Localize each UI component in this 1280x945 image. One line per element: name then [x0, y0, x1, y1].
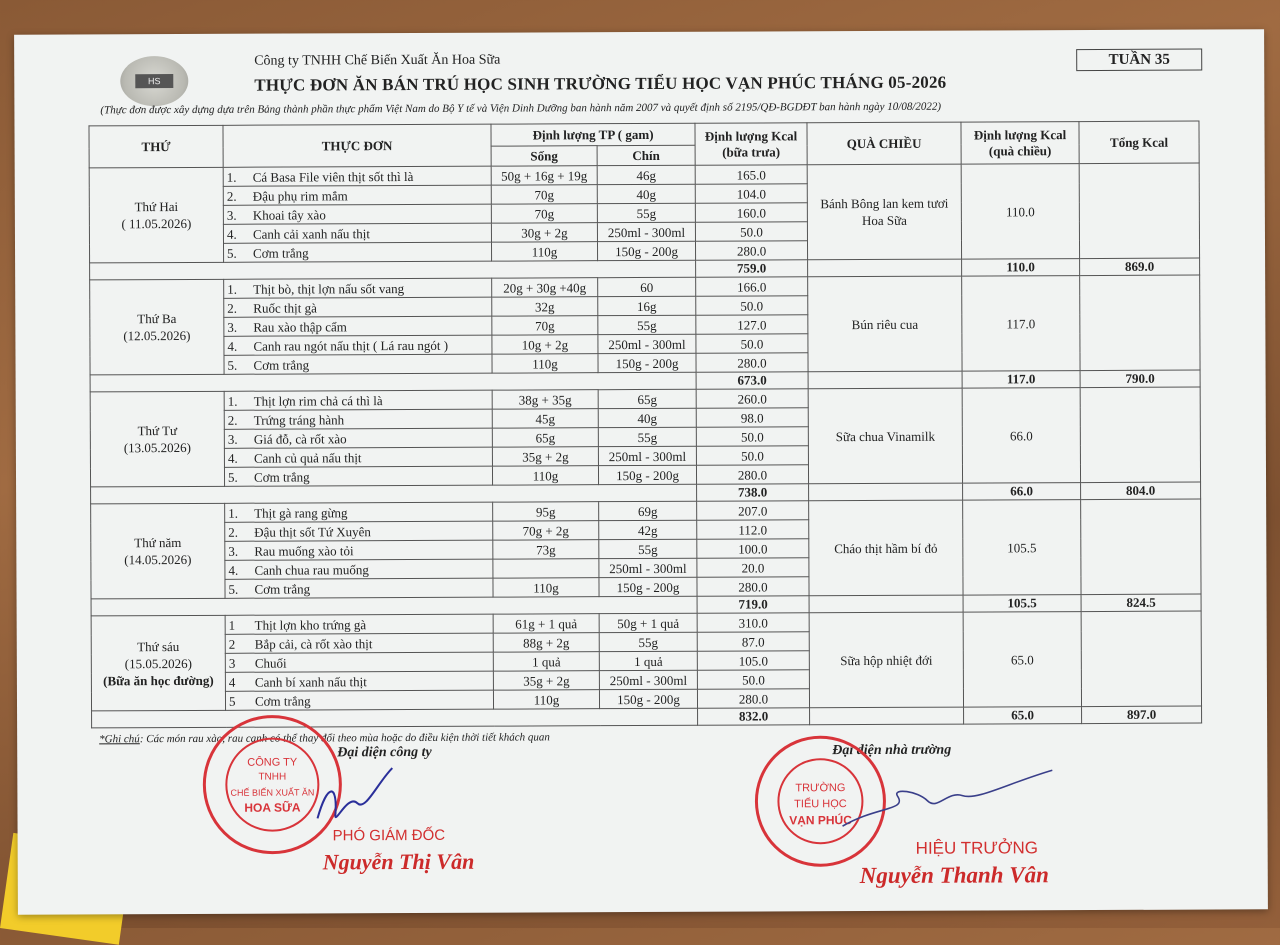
grand-total: 804.0	[1081, 482, 1201, 500]
day-cell	[91, 615, 225, 711]
cooked-amount: 40g	[597, 184, 695, 203]
dish-cell: 3. Rau muống xào tỏi	[225, 540, 493, 560]
raw-amount: 110g	[493, 690, 599, 709]
lunch-kcal: 280.0	[697, 577, 809, 596]
lunch-kcal: 165.0	[695, 165, 807, 184]
menu-row	[91, 499, 1201, 523]
dish-cell: 3. Rau xào thập cẩm	[224, 316, 492, 336]
grand-total: 897.0	[1082, 706, 1202, 724]
dish-cell: 5 Cơm trắng	[225, 690, 493, 710]
header-menu: THỰC ĐƠN	[223, 124, 491, 167]
lunch-total: 759.0	[696, 260, 808, 277]
menu-table	[88, 121, 1202, 729]
school-stamp-line-2: TIỂU HỌC	[794, 798, 847, 811]
snack-kcal: 117.0	[962, 276, 1080, 372]
dish-cell: 1. Thịt gà rang gừng	[225, 502, 493, 522]
menu-row	[89, 163, 1199, 187]
company-stamp-line-3: CHẾ BIẾN XUẤT ĂN	[230, 787, 315, 798]
dish-cell: 3. Giá đỗ, cà rốt xào	[224, 428, 492, 448]
lunch-kcal: 280.0	[696, 241, 808, 260]
raw-amount: 32g	[492, 297, 598, 316]
grand-total: 790.0	[1080, 370, 1200, 388]
school-signer: Nguyễn Thanh Vân	[859, 862, 1049, 889]
raw-amount: 70g + 2g	[493, 521, 599, 540]
lunch-kcal: 50.0	[696, 446, 808, 465]
raw-amount: 35g + 2g	[492, 447, 598, 466]
dish-cell: 4. Canh chua rau muống	[225, 559, 493, 579]
raw-amount: 1 quả	[493, 652, 599, 671]
dish-cell: 4. Canh củ quả nấu thịt	[224, 447, 492, 467]
menu-row	[90, 387, 1200, 411]
dish-cell: 5. Cơm trắng	[224, 466, 492, 486]
lunch-kcal: 50.0	[696, 334, 808, 353]
lunch-total: 738.0	[697, 484, 809, 501]
dish-cell: 2. Trứng tráng hành	[224, 409, 492, 429]
cooked-amount: 250ml - 300ml	[598, 446, 696, 465]
header-total: Tổng Kcal	[1079, 121, 1199, 164]
raw-amount: 50g + 16g + 19g	[491, 166, 597, 185]
school-stamp-line-1: TRƯỜNG	[795, 782, 846, 795]
dish-cell: 2. Đậu phụ rim mắm	[223, 185, 491, 205]
cooked-amount: 55g	[598, 427, 696, 446]
school-representative-label: Đại diện nhà trường	[832, 742, 952, 759]
total-blank	[1079, 163, 1199, 259]
snack-cell: Sữa hộp nhiệt đới	[809, 612, 963, 708]
raw-amount: 110g	[493, 578, 599, 597]
dish-cell: 4 Canh bí xanh nấu thịt	[225, 671, 493, 691]
raw-amount: 88g + 2g	[493, 633, 599, 652]
header-snack: QUÀ CHIỀU	[807, 122, 961, 165]
company-signer: Nguyễn Thị Vân	[322, 848, 475, 875]
lunch-kcal: 112.0	[697, 520, 809, 539]
dish-cell: 4. Canh rau ngót nấu thịt ( Lá rau ngót )	[224, 335, 492, 355]
raw-amount: 110g	[492, 466, 598, 485]
day-name: Thứ Ba	[137, 311, 177, 327]
menu-row	[91, 611, 1201, 635]
snack-kcal: 66.0	[962, 388, 1080, 484]
raw-amount: 65g	[492, 428, 598, 447]
footnote: *Ghi chú: Các món rau xào, rau canh có thể thay đổi theo mùa hoặc do điều kiện thời tiết khách quan	[99, 731, 550, 746]
day-cell	[90, 279, 224, 375]
header-cooked: Chín	[597, 145, 695, 165]
cooked-amount: 150g - 200g	[598, 465, 696, 484]
snack-total-blank	[808, 259, 962, 277]
snack-cell: Bánh Bông lan kem tươi Hoa Sữa	[807, 164, 961, 260]
total-spacer	[92, 708, 698, 728]
snack-cell: Bún riêu cua	[808, 276, 962, 372]
cooked-amount: 150g - 200g	[599, 577, 697, 596]
day-name: Thứ Hai	[134, 199, 179, 215]
header-amount: Định lượng TP ( gam)	[491, 123, 695, 146]
total-blank	[1080, 275, 1200, 371]
snack-total: 66.0	[963, 483, 1081, 501]
lunch-kcal: 50.0	[695, 222, 807, 241]
cooked-amount: 1 quả	[599, 651, 697, 670]
lunch-kcal: 280.0	[696, 353, 808, 372]
company-stamp-line-1: CÔNG TY	[247, 756, 298, 769]
snack-cell: Sữa chua Vinamilk	[808, 388, 962, 484]
lunch-kcal: 104.0	[695, 184, 807, 203]
lunch-kcal: 100.0	[697, 539, 809, 558]
snack-total-blank	[809, 483, 963, 501]
cooked-amount: 65g	[598, 389, 696, 408]
dish-cell: 2. Đậu thịt sốt Tứ Xuyên	[225, 521, 493, 541]
total-blank	[1080, 387, 1200, 483]
raw-amount: 70g	[492, 316, 598, 335]
snack-kcal: 105.5	[963, 500, 1081, 596]
lunch-kcal: 280.0	[696, 465, 808, 484]
dish-cell: 2 Bắp cải, cà rốt xào thịt	[225, 633, 493, 653]
cooked-amount: 60	[598, 277, 696, 296]
snack-total: 110.0	[962, 259, 1080, 277]
lunch-kcal: 280.0	[697, 689, 809, 708]
day-extra: (Bữa ăn học đường)	[103, 672, 214, 688]
snack-cell: Cháo thịt hầm bí đỏ	[809, 500, 963, 596]
lunch-kcal: 105.0	[697, 651, 809, 670]
total-blank	[1081, 499, 1201, 595]
raw-amount: 20g + 30g +40g	[492, 278, 598, 297]
lunch-total: 832.0	[698, 708, 810, 725]
lunch-kcal: 50.0	[697, 670, 809, 689]
header-day: THỨ	[89, 125, 223, 168]
raw-amount	[493, 559, 599, 578]
cooked-amount: 55g	[597, 203, 695, 222]
raw-amount: 38g + 35g	[492, 390, 598, 409]
dish-cell: 2. Ruốc thịt gà	[224, 297, 492, 317]
cooked-amount: 55g	[599, 539, 697, 558]
cooked-amount: 50g + 1 quả	[599, 613, 697, 632]
menu-row	[90, 275, 1200, 299]
header-kcal-snack: Định lượng Kcal (quà chiều)	[961, 122, 1079, 165]
dish-cell: 3 Chuối	[225, 652, 493, 672]
week-box: TUẦN 35	[1076, 49, 1202, 72]
cooked-amount: 250ml - 300ml	[597, 222, 695, 241]
lunch-kcal: 207.0	[697, 501, 809, 520]
cooked-amount: 250ml - 300ml	[599, 558, 697, 577]
lunch-kcal: 310.0	[697, 613, 809, 632]
document-title: THỰC ĐƠN ĂN BÁN TRÚ HỌC SINH TRƯỜNG TIỂU HỌC VẠN PHÚC THÁNG 05-2026	[254, 72, 947, 95]
snack-total-blank	[808, 371, 962, 389]
raw-amount: 30g + 2g	[491, 223, 597, 242]
lunch-kcal: 87.0	[697, 632, 809, 651]
day-date: (15.05.2026)	[124, 655, 192, 671]
day-cell	[90, 391, 224, 487]
dish-cell: 4. Canh cải xanh nấu thịt	[223, 223, 491, 243]
cooked-amount: 150g - 200g	[597, 241, 695, 260]
lunch-total: 719.0	[697, 596, 809, 613]
company-stamp-line-4: HOA SỮA	[244, 800, 301, 815]
lunch-kcal: 127.0	[696, 315, 808, 334]
cooked-amount: 55g	[598, 315, 696, 334]
company-representative-label: Đại diện công ty	[337, 744, 432, 761]
dish-cell: 1. Thịt lợn rim chả cá thì là	[224, 390, 492, 410]
raw-amount: 95g	[493, 502, 599, 521]
lunch-kcal: 160.0	[695, 203, 807, 222]
dish-cell: 5. Cơm trắng	[225, 578, 493, 598]
snack-total-blank	[810, 707, 964, 725]
lunch-kcal: 50.0	[696, 427, 808, 446]
school-signature	[837, 765, 1057, 836]
cooked-amount: 69g	[599, 501, 697, 520]
menu-sheet	[14, 29, 1268, 914]
day-name: Thứ Tư	[137, 423, 178, 439]
snack-total-blank	[809, 595, 963, 613]
grand-total: 869.0	[1080, 258, 1200, 276]
dish-cell: 3. Khoai tây xào	[223, 204, 491, 224]
dish-cell: 1 Thịt lợn kho trứng gà	[225, 614, 493, 634]
cooked-amount: 46g	[597, 165, 695, 184]
raw-amount: 61g + 1 quả	[493, 614, 599, 633]
school-stamp-line-3: VẠN PHÚC	[789, 813, 852, 828]
lunch-kcal: 166.0	[696, 277, 808, 296]
snack-total: 105.5	[963, 595, 1081, 613]
day-cell	[89, 167, 223, 263]
dish-cell: 1. Thịt bò, thịt lợn nấu sốt vang	[224, 278, 492, 298]
raw-amount: 70g	[491, 204, 597, 223]
header-raw: Sống	[491, 146, 597, 166]
company-stamp-line-2: TNHH	[258, 771, 287, 783]
raw-amount: 10g + 2g	[492, 335, 598, 354]
snack-kcal: 65.0	[963, 612, 1081, 708]
header-kcal-lunch: Định lượng Kcal (bữa trưa)	[695, 123, 807, 165]
company-position: PHÓ GIÁM ĐỐC	[332, 826, 446, 845]
cooked-amount: 150g - 200g	[598, 353, 696, 372]
cooked-amount: 42g	[599, 520, 697, 539]
company-name: Công ty TNHH Chế Biến Xuất Ăn Hoa Sữa	[254, 52, 501, 69]
lunch-kcal: 50.0	[696, 296, 808, 315]
cooked-amount: 150g - 200g	[599, 689, 697, 708]
cooked-amount: 16g	[598, 296, 696, 315]
raw-amount: 110g	[491, 242, 597, 261]
lunch-kcal: 260.0	[696, 389, 808, 408]
day-date: (13.05.2026)	[123, 439, 191, 456]
day-name: Thứ năm	[134, 535, 182, 551]
cooked-amount: 40g	[598, 408, 696, 427]
raw-amount: 70g	[491, 185, 597, 204]
dish-cell: 5. Cơm trắng	[224, 354, 492, 374]
cooked-amount: 55g	[599, 632, 697, 651]
snack-total: 117.0	[962, 371, 1080, 389]
raw-amount: 73g	[493, 540, 599, 559]
day-date: (14.05.2026)	[124, 551, 192, 568]
company-signature	[307, 763, 397, 833]
day-cell	[91, 503, 225, 599]
dish-cell: 5. Cơm trắng	[223, 242, 491, 262]
raw-amount: 45g	[492, 409, 598, 428]
dish-cell: 1. Cá Basa File viên thịt sốt thì là	[223, 166, 491, 186]
snack-total: 65.0	[964, 707, 1082, 725]
raw-amount: 110g	[492, 354, 598, 373]
raw-amount: 35g + 2g	[493, 671, 599, 690]
day-name: Thứ sáu	[137, 638, 180, 654]
total-blank	[1081, 611, 1201, 707]
snack-kcal: 110.0	[961, 164, 1079, 260]
day-date: ( 11.05.2026)	[121, 215, 192, 232]
lunch-kcal: 20.0	[697, 558, 809, 577]
school-position: HIỆU TRƯỞNG	[915, 838, 1038, 858]
lunch-kcal: 98.0	[696, 408, 808, 427]
day-date: (12.05.2026)	[123, 327, 191, 344]
lunch-total: 673.0	[696, 372, 808, 389]
basis-note: (Thực đơn được xây dựng dựa trên Bảng thành phần thực phẩm Việt Nam do Bộ Y tế và Viện Dinh Dưỡng ban hành năm 2007 và quyết định số 2195/QĐ-BGDĐT ban hành ngày 10/08/2022)	[100, 100, 942, 117]
company-logo: HS	[120, 56, 188, 106]
cooked-amount: 250ml - 300ml	[599, 670, 697, 689]
grand-total: 824.5	[1081, 594, 1201, 612]
cooked-amount: 250ml - 300ml	[598, 334, 696, 353]
